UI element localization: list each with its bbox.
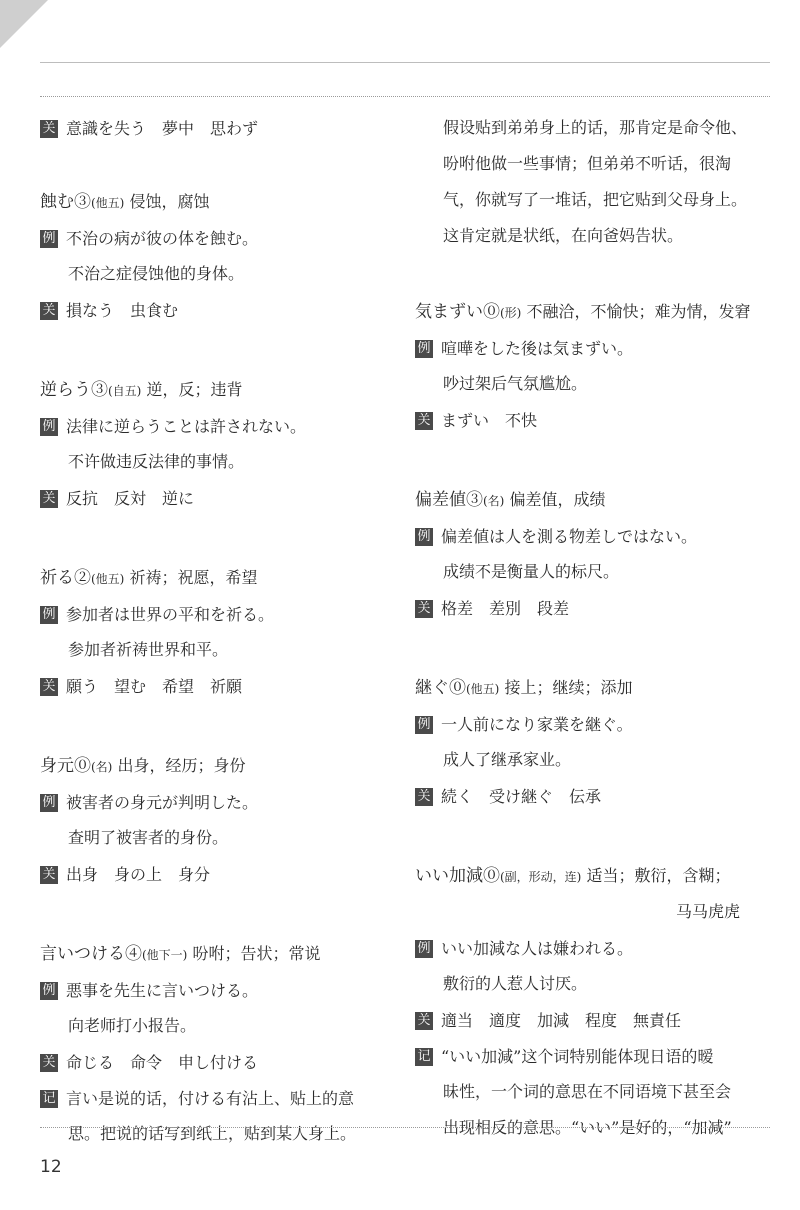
headword-line: [415, 858, 770, 894]
example-line: [415, 930, 770, 966]
example-tag-icon: 例: [415, 716, 433, 734]
note-line: 思。把说的话写到纸上，贴到某人身上。: [68, 1124, 357, 1143]
related-tag-icon: 关: [40, 678, 58, 696]
related-line: [415, 1002, 770, 1038]
headword-line: [40, 372, 390, 408]
related-tag-icon: 关: [415, 788, 433, 806]
note-paragraph-line: 这肯定就是状纸，在向爸妈告状。: [443, 226, 684, 245]
related-line: [40, 668, 390, 704]
translation-line: 不许做违反法律的事情。: [68, 452, 245, 471]
example-sentence: 偏差値は人を測る物差しではない。: [441, 526, 698, 546]
note-paragraph-line: 假设贴到弟弟身上的话，那肯定是命令他、: [443, 118, 748, 137]
headword-line: [40, 936, 390, 972]
example-line: [40, 972, 390, 1008]
headword-line: [40, 748, 390, 784]
header-dotted-rule: [40, 96, 770, 97]
related-words: 命じる 命令 申し付ける: [66, 1052, 259, 1072]
related-tag-icon: 关: [40, 1054, 58, 1072]
part-of-speech: (副，形动，连): [500, 870, 582, 884]
translation-line: 成绩不是衡量人的标尺。: [443, 562, 620, 581]
related-line: [40, 856, 390, 892]
continued-note: [415, 110, 770, 254]
entry-iitsukeru: [40, 936, 390, 1152]
example-line: [415, 518, 770, 554]
example-tag-icon: 例: [415, 340, 433, 358]
part-of-speech: (自五): [108, 384, 142, 398]
related-words: 意識を失う 夢中 思わず: [66, 118, 259, 138]
example-sentence: 悪事を先生に言いつける。: [66, 980, 259, 1000]
part-of-speech: (名): [91, 760, 113, 774]
example-tag-icon: 例: [415, 528, 433, 546]
note-line: 出现相反的意思。“いい”是好的，“加减”: [443, 1118, 732, 1137]
headword-line: [40, 560, 390, 596]
related-words: まずい 不快: [441, 410, 538, 430]
note-tag-icon: 记: [415, 1048, 433, 1066]
headword: 偏差値③: [415, 490, 483, 510]
note-paragraph-line: 气，你就写了一堆话，把它贴到父母身上。: [443, 190, 748, 209]
related-line: [40, 1044, 390, 1080]
related-words: 続く 受け継ぐ 伝承: [441, 786, 602, 806]
headword: 気まずい⓪: [415, 302, 500, 322]
part-of-speech: (他五): [91, 196, 125, 210]
page-corner-decoration: [0, 0, 48, 48]
headword-line: [40, 184, 390, 220]
note-text: 言い是说的话，付ける有沾上、贴上的意: [66, 1088, 355, 1108]
translation-line: 敷衍的人惹人讨厌。: [443, 974, 588, 993]
example-line: [40, 784, 390, 820]
example-tag-icon: 例: [40, 606, 58, 624]
entry-sakarau: [40, 372, 390, 516]
entry-hensachi: [415, 482, 770, 626]
part-of-speech: (他下一): [142, 948, 188, 962]
entry-mimoto: [40, 748, 390, 892]
left-column: [40, 110, 390, 1152]
headword: 言いつける④: [40, 944, 142, 964]
headword: 逆らう③: [40, 380, 108, 400]
translation-line: 不治之症侵蚀他的身体。: [68, 264, 245, 283]
meaning: 接上；继续；添加: [504, 678, 633, 697]
headword: 継ぐ⓪: [415, 678, 466, 698]
part-of-speech: (他五): [91, 572, 125, 586]
related-tag-icon: 关: [40, 490, 58, 508]
note-text: “いい加減”这个词特别能体现日语的暧: [441, 1046, 714, 1066]
example-line: [415, 706, 770, 742]
example-tag-icon: 例: [40, 418, 58, 436]
part-of-speech: (他五): [466, 682, 500, 696]
related-tag-icon: 关: [40, 120, 58, 138]
entry-tsugu: [415, 670, 770, 814]
example-line: [40, 596, 390, 632]
related-line: [40, 292, 390, 328]
example-sentence: 参加者は世界の平和を祈る。: [66, 604, 275, 624]
example-tag-icon: 例: [415, 940, 433, 958]
entry-kimazui: [415, 294, 770, 438]
note-line: [40, 1080, 390, 1116]
headword: 身元⓪: [40, 756, 91, 776]
note-line: 昧性，一个词的意思在不同语境下甚至会: [443, 1082, 732, 1101]
related-words: 適当 適度 加減 程度 無責任: [441, 1010, 682, 1030]
related-tag-icon: 关: [415, 1012, 433, 1030]
related-words: 格差 差別 段差: [441, 598, 570, 618]
example-tag-icon: 例: [40, 794, 58, 812]
related-words: 損なう 虫食む: [66, 300, 179, 320]
meaning: 不融洽，不愉快；难为情，发窘: [526, 302, 751, 321]
page-number: 12: [40, 1157, 62, 1177]
meaning: 祈祷；祝愿，希望: [129, 568, 258, 587]
example-sentence: 不治の病が彼の体を蝕む。: [66, 228, 259, 248]
headword: 蝕む③: [40, 192, 91, 212]
meaning-continued: 马马虎虎: [675, 902, 740, 921]
entry-inoru: [40, 560, 390, 704]
example-line: [40, 220, 390, 256]
headword-line: [415, 482, 770, 518]
part-of-speech: (形): [500, 306, 522, 320]
example-sentence: 一人前になり家業を継ぐ。: [441, 714, 633, 734]
related-line: [40, 480, 390, 516]
footer-dotted-rule: [40, 1127, 770, 1128]
part-of-speech: (名): [483, 494, 505, 508]
translation-line: 查明了被害者的身份。: [68, 828, 229, 847]
translation-line: 吵过架后气氛尴尬。: [443, 374, 588, 393]
example-line: [415, 330, 770, 366]
note-tag-icon: 记: [40, 1090, 58, 1108]
related-words: 出身 身の上 身分: [66, 864, 211, 884]
example-tag-icon: 例: [40, 230, 58, 248]
related-words: 願う 望む 希望 祈願: [66, 676, 243, 696]
right-column: [415, 110, 770, 1146]
entry-mushibamu: [40, 184, 390, 328]
related-tag-icon: 关: [415, 412, 433, 430]
example-sentence: いい加減な人は嫌われる。: [441, 938, 634, 958]
entry-continued: [40, 110, 390, 146]
example-tag-icon: 例: [40, 982, 58, 1000]
related-line: [415, 402, 770, 438]
example-line: [40, 408, 390, 444]
entry-iikagen: [415, 858, 770, 1146]
meaning: 偏差值，成绩: [509, 490, 606, 509]
example-sentence: 被害者の身元が判明した。: [66, 792, 259, 812]
related-line: [415, 590, 770, 626]
translation-line: 参加者祈祷世界和平。: [68, 640, 229, 659]
headword-line: [415, 294, 770, 330]
related-words: 反抗 反対 逆に: [66, 488, 195, 508]
related-tag-icon: 关: [40, 866, 58, 884]
meaning: 侵蚀，腐蚀: [129, 192, 210, 211]
related-line: [415, 778, 770, 814]
example-sentence: 法律に逆らうことは許されない。: [66, 416, 307, 436]
note-line: [415, 1038, 770, 1074]
header-rule: [40, 62, 770, 63]
meaning: 适当；敷衍，含糊；: [586, 866, 731, 885]
note-paragraph-line: 吩咐他做一些事情；但弟弟不听话，很淘: [443, 154, 732, 173]
translation-line: 向老师打小报告。: [68, 1016, 197, 1035]
related-tag-icon: 关: [40, 302, 58, 320]
meaning: 出身，经历；身份: [117, 756, 246, 775]
translation-line: 成人了继承家业。: [443, 750, 572, 769]
related-tag-icon: 关: [415, 600, 433, 618]
headword-line: [415, 670, 770, 706]
headword: 祈る②: [40, 568, 91, 588]
example-sentence: 喧嘩をした後は気まずい。: [441, 338, 634, 358]
related-line: [40, 110, 390, 146]
meaning: 逆，反；违背: [146, 380, 243, 399]
meaning: 吩咐；告状；常说: [192, 944, 321, 963]
headword: いい加減⓪: [415, 866, 500, 886]
